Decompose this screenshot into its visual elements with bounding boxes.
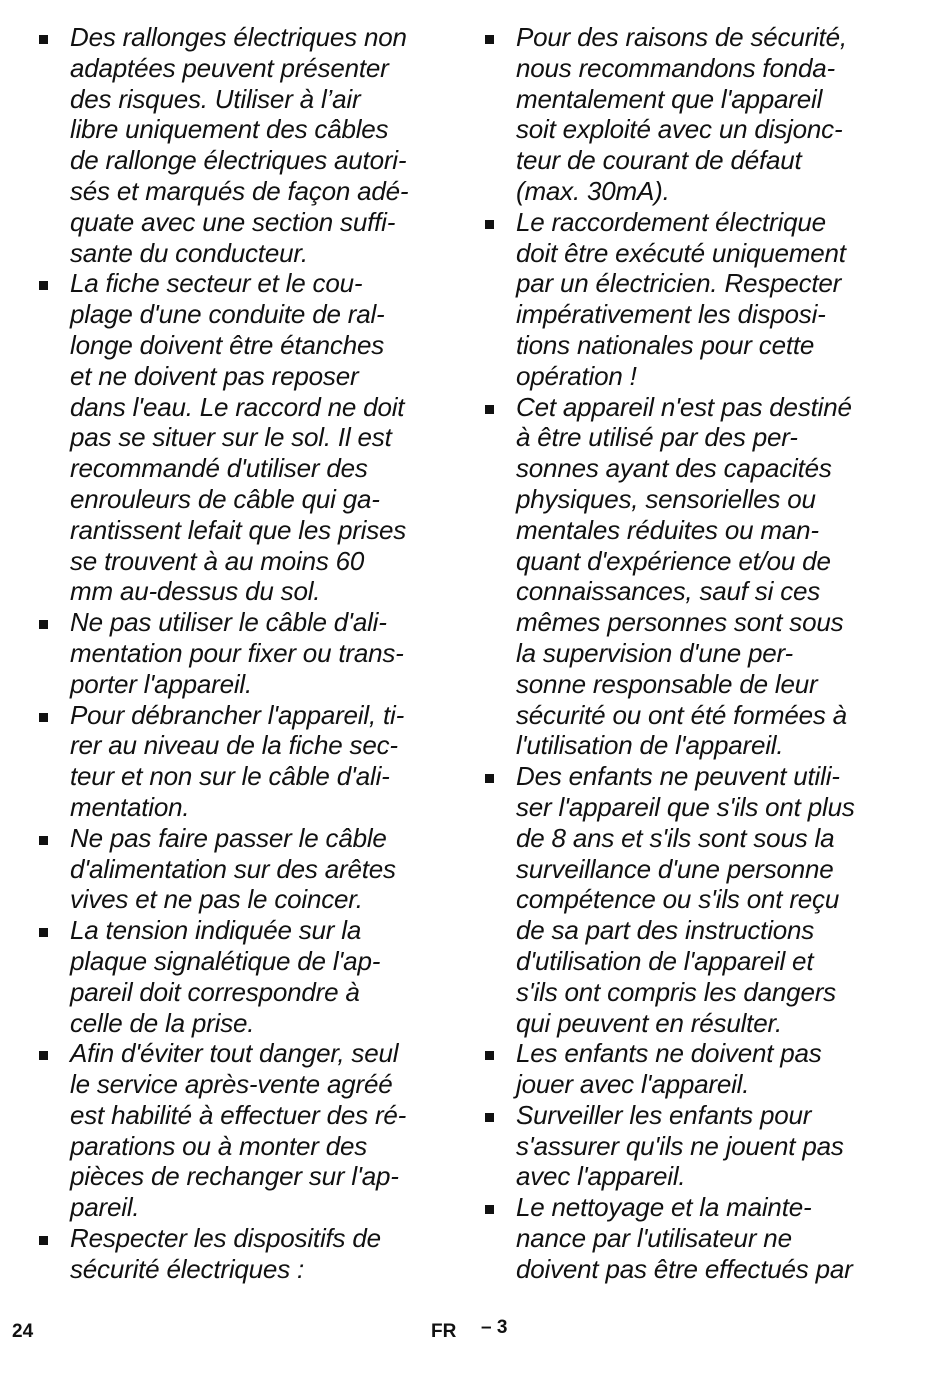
- text-line: sécurité ou ont été formées à: [516, 699, 847, 730]
- text-line: sonnes ayant des capacités: [516, 453, 832, 484]
- square-bullet-icon: [39, 1236, 48, 1245]
- text-line: à être utilisé par des per-: [516, 422, 798, 453]
- left-column: [36, 22, 436, 1285]
- text-line: de sa part des instructions: [516, 915, 815, 946]
- square-bullet-icon: [485, 35, 494, 44]
- text-line: de 8 ans et s'ils sont sous la: [516, 822, 835, 853]
- text-line: teur de courant de défaut: [516, 145, 802, 176]
- text-line: rantissent lefait que les prises: [70, 514, 407, 545]
- language-section-label: FR: [431, 1321, 457, 1342]
- text-line: sés et marqués de façon adé-: [70, 175, 409, 206]
- text-line: Des enfants ne peuvent utili-: [516, 761, 840, 792]
- text-line: mêmes personnes sont sous: [516, 607, 844, 638]
- text-line: se trouvent à au moins 60: [70, 545, 365, 576]
- square-bullet-icon: [39, 713, 48, 722]
- text-line: soit exploité avec un disjonc-: [516, 114, 843, 145]
- text-line: Le nettoyage et la mainte-: [516, 1192, 812, 1223]
- text-line: celle de la prise.: [70, 1007, 255, 1038]
- text-line: plaque signalétique de l'ap-: [70, 945, 381, 976]
- text-line: par un électricien. Respecter: [516, 268, 842, 299]
- text-line: impérativement les disposi-: [516, 299, 826, 330]
- square-bullet-icon: [485, 220, 494, 229]
- text-line: Surveiller les enfants pour: [516, 1099, 812, 1130]
- page-number: 24: [12, 1321, 34, 1342]
- text-line: d'alimentation sur des arêtes: [70, 853, 396, 884]
- square-bullet-icon: [485, 774, 494, 783]
- text-line: La tension indiquée sur la: [70, 915, 362, 946]
- square-bullet-icon: [39, 281, 48, 290]
- bullet-item: [36, 1223, 436, 1285]
- text-line: mm au-dessus du sol.: [70, 576, 321, 607]
- bullet-item: [36, 915, 436, 1038]
- text-line: Pour des raisons de sécurité,: [516, 22, 847, 52]
- text-line: le service après-vente agréé: [70, 1069, 393, 1100]
- text-line: avec l'appareil.: [516, 1161, 686, 1192]
- text-line: mentalement que l'appareil: [516, 83, 823, 114]
- text-line: rer au niveau de la fiche sec-: [70, 730, 398, 761]
- text-line: s'assurer qu'ils ne jouent pas: [516, 1130, 844, 1161]
- square-bullet-icon: [39, 836, 48, 845]
- text-line: doivent pas être effectués par: [516, 1253, 853, 1284]
- section-page-number: – 3: [481, 1317, 508, 1338]
- text-line: s'ils ont compris les dangers: [516, 976, 836, 1007]
- text-line: pareil.: [70, 1192, 140, 1223]
- square-bullet-icon: [39, 928, 48, 937]
- square-bullet-icon: [485, 1113, 494, 1122]
- text-line: et ne doivent pas reposer: [70, 360, 359, 391]
- text-line: d'utilisation de l'appareil et: [516, 945, 814, 976]
- text-line: teur et non sur le câble d'ali-: [70, 761, 390, 792]
- bullet-item: [482, 1038, 882, 1100]
- text-line: quate avec une section suffi-: [70, 206, 396, 237]
- text-line: (max. 30mA).: [516, 175, 670, 206]
- text-line: doit être exécuté uniquement: [516, 237, 846, 268]
- bullet-item: [482, 1100, 882, 1192]
- text-line: opération !: [516, 360, 637, 391]
- bullet-item: [36, 607, 436, 699]
- bullet-item: [36, 22, 436, 268]
- square-bullet-icon: [39, 620, 48, 629]
- text-line: mentation.: [70, 791, 190, 822]
- text-line: sécurité électriques :: [70, 1253, 305, 1284]
- square-bullet-icon: [485, 1051, 494, 1060]
- text-line: enrouleurs de câble qui ga-: [70, 483, 380, 514]
- text-line: la supervision d'une per-: [516, 637, 793, 668]
- text-line: de rallonge électriques autori-: [70, 145, 407, 176]
- text-line: compétence ou s'ils ont reçu: [516, 884, 840, 915]
- text-line: Afin d'éviter tout danger, seul: [70, 1038, 399, 1069]
- text-line: nance par l'utilisateur ne: [516, 1223, 792, 1254]
- bullet-item: [482, 207, 882, 392]
- bullet-item: [482, 22, 882, 207]
- text-line: vives et ne pas le coincer.: [70, 884, 363, 915]
- text-line: qui peuvent en résulter.: [516, 1007, 782, 1038]
- square-bullet-icon: [39, 1051, 48, 1060]
- text-line: connaissances, sauf si ces: [516, 576, 821, 607]
- text-line: l'utilisation de l'appareil.: [516, 730, 784, 761]
- text-line: Ne pas faire passer le câble: [70, 822, 387, 853]
- text-line: sonne responsable de leur: [516, 668, 818, 699]
- square-bullet-icon: [39, 35, 48, 44]
- text-line: porter l'appareil.: [70, 668, 253, 699]
- text-line: pareil doit correspondre à: [70, 976, 360, 1007]
- text-line: Cet appareil n'est pas destiné: [516, 391, 852, 422]
- text-line: Respecter les dispositifs de: [70, 1223, 381, 1254]
- text-line: plage d'une conduite de ral-: [70, 299, 385, 330]
- text-line: des risques. Utiliser à l’air: [70, 83, 361, 114]
- text-line: ser l'appareil que s'ils ont plus: [516, 791, 855, 822]
- text-line: mentales réduites ou man-: [516, 514, 819, 545]
- text-line: Le raccordement électrique: [516, 206, 826, 237]
- text-line: nous recommandons fonda-: [516, 52, 835, 83]
- bullet-item: [36, 268, 436, 607]
- text-line: Ne pas utiliser le câble d'ali-: [70, 607, 387, 638]
- text-line: La fiche secteur et le cou-: [70, 268, 363, 299]
- bullet-item: [482, 1192, 882, 1284]
- text-line: pièces de rechanger sur l'ap-: [70, 1161, 399, 1192]
- text-line: Des rallonges électriques non: [70, 22, 407, 52]
- square-bullet-icon: [485, 1205, 494, 1214]
- text-line: dans l'eau. Le raccord ne doit: [70, 391, 405, 422]
- text-line: quant d'expérience et/ou de: [516, 545, 831, 576]
- bullet-item: [482, 392, 882, 762]
- text-line: longe doivent être étanches: [70, 329, 385, 360]
- text-line: libre uniquement des câbles: [70, 114, 389, 145]
- text-line: jouer avec l'appareil.: [516, 1069, 750, 1100]
- text-line: est habilité à effectuer des ré-: [70, 1099, 407, 1130]
- text-line: surveillance d'une personne: [516, 853, 834, 884]
- text-line: mentation pour fixer ou trans-: [70, 637, 404, 668]
- text-line: parations ou à monter des: [70, 1130, 368, 1161]
- bullet-item: [482, 761, 882, 1038]
- text-line: pas se situer sur le sol. Il est: [70, 422, 392, 453]
- text-line: tions nationales pour cette: [516, 329, 815, 360]
- text-line: physiques, sensorielles ou: [516, 483, 816, 514]
- bullet-item: [36, 1038, 436, 1223]
- text-line: recommandé d'utiliser des: [70, 453, 368, 484]
- text-line: sante du conducteur.: [70, 237, 308, 268]
- text-line: Les enfants ne doivent pas: [516, 1038, 822, 1069]
- bullet-item: [36, 700, 436, 823]
- square-bullet-icon: [485, 405, 494, 414]
- right-column: [482, 22, 882, 1285]
- text-line: Pour débrancher l'appareil, ti-: [70, 699, 405, 730]
- text-line: adaptées peuvent présenter: [70, 52, 389, 83]
- bullet-item: [36, 823, 436, 915]
